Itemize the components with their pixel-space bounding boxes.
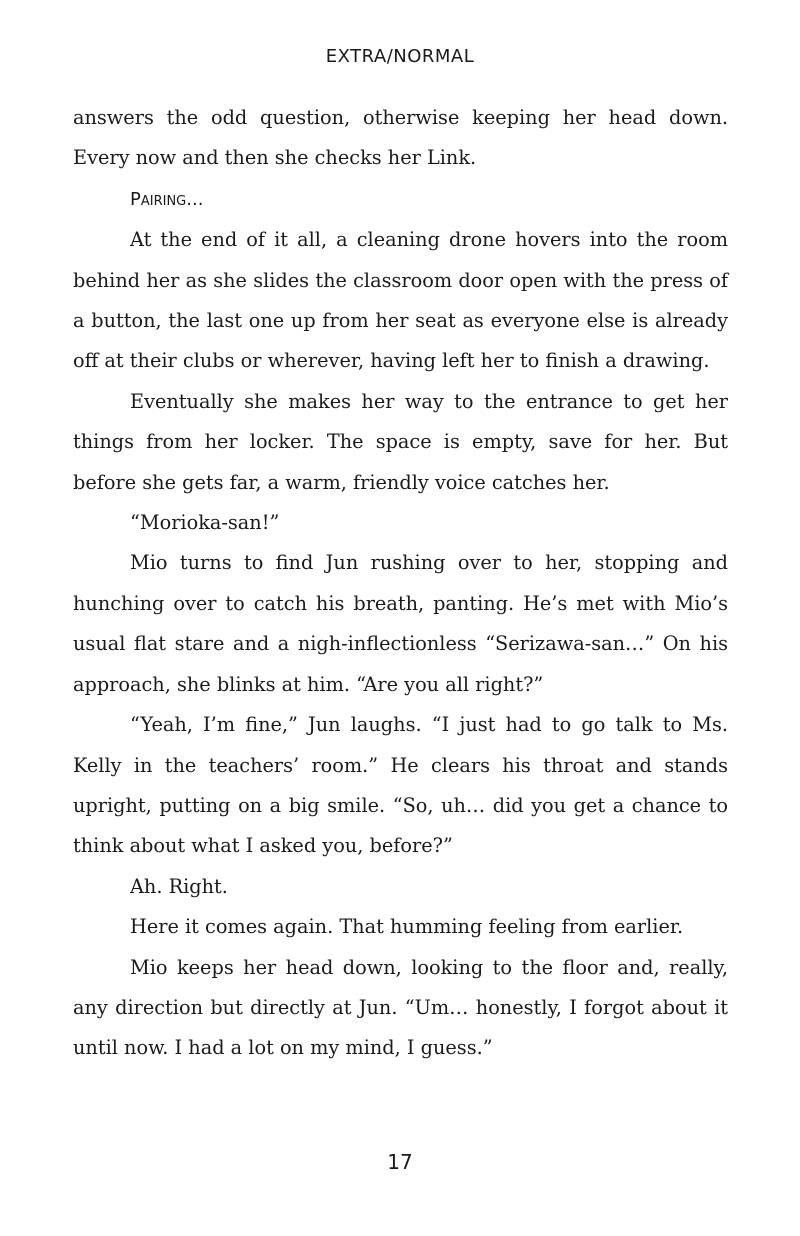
smallcaps-text: Pairing...: [130, 188, 204, 210]
paragraph: “Morioka-san!”: [130, 511, 280, 535]
paragraph: Eventually she makes her way to the entrance to get her things from her locker. The space is empty, save for her. But before she gets far, a warm, friendly voice catches her.: [73, 389, 728, 494]
paragraph: answers the odd question, otherwise keeping her head down. Every now and then she checks her Link.: [73, 106, 728, 170]
body-text: [73, 98, 728, 1069]
paragraph: “Yeah, I’m fine,” Jun laughs. “I just had to go talk to Ms. Kelly in the teachers’ room.” He clears his throat and stands upright, putting on a big smile. “So, uh… did you get a chance to think about what I asked you, before?”: [73, 713, 728, 858]
paragraph-smallcaps: [73, 179, 728, 220]
paragraph: At the end of it all, a cleaning drone hovers into the room behind her as she slides the classroom door open with the press of a button, the last one up from her seat as everyone else is already off at their clubs or wherever, having left her to finish a drawing.: [73, 228, 728, 373]
paragraph: Ah. Right.: [130, 874, 228, 898]
paragraph: Mio keeps her head down, looking to the floor and, really, any direction but directly at Jun. “Um… honestly, I forgot about it until now. I had a lot on my mind, I guess.”: [73, 955, 728, 1060]
running-title: EXTRA/NORMAL: [325, 46, 475, 67]
paragraph: Mio turns to find Jun rushing over to her, stopping and hunching over to catch his breath, panting. He’s met with Mio’s usual flat stare and a nigh-inflectionless “Serizawa-san…” On his approach, she blinks at him. “Are you all right?”: [73, 551, 728, 696]
paragraph: Here it comes again. That humming feeling from earlier.: [130, 915, 684, 939]
page-number: 17: [387, 1150, 413, 1174]
